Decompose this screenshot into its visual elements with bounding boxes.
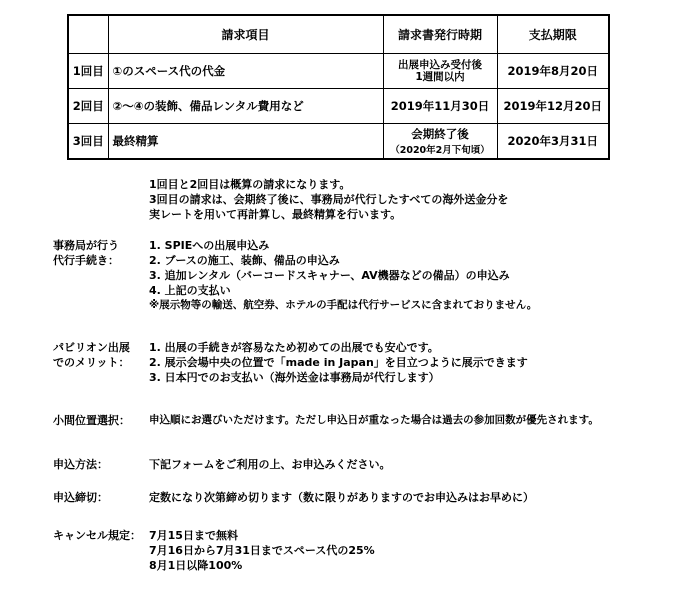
pavilion-label: パビリオン出展 xyxy=(53,341,130,354)
pavilion-item: 2. 展示会場中央の位置で「made in Japan」を目立つように展示できます xyxy=(149,356,528,369)
agency-label: 代行手続き： xyxy=(53,254,119,267)
payment-due: 2020年3月31日 xyxy=(497,124,609,160)
agency-note: ※展示物等の輸送、航空券、ホテルの手配は代行サービスに含まれておりません。 xyxy=(149,299,538,311)
agency-item: 4. 上記の支払い xyxy=(149,284,231,297)
cancel-item: 7月16日から7月31日までスペース代の25% xyxy=(149,544,375,557)
billing-note: 1回目と2回目は概算の請求になります。 xyxy=(149,178,351,191)
deadline-label: 申込締切： xyxy=(53,491,108,504)
issue-timing xyxy=(383,124,497,160)
issue-timing xyxy=(383,54,497,89)
method-text: 下記フォームをご利用の上、お申込みください。 xyxy=(149,458,391,471)
installment-number: 1回目 xyxy=(68,54,108,89)
booth-text: 申込順にお選びいただけます。ただし申込日が重なった場合は過去の参加回数が優先されます。 xyxy=(149,414,599,426)
billing-item: ②～④の装飾、備品レンタル費用など xyxy=(108,89,383,124)
agency-item: 2. ブースの施工、装飾、備品の申込み xyxy=(149,254,340,267)
installment-number: 3回目 xyxy=(68,124,108,160)
issue-timing-line: （2020年2月下旬頃） xyxy=(390,145,490,156)
table-row xyxy=(68,124,609,160)
method-label: 申込方法： xyxy=(53,458,108,471)
payment-due: 2019年8月20日 xyxy=(497,54,609,89)
issue-timing-line: 出展申込み受付後 xyxy=(398,59,482,71)
cancel-label: キャンセル規定： xyxy=(53,529,141,542)
cancel-item: 7月15日まで無料 xyxy=(149,529,238,542)
issue-timing-line: 1週間以内 xyxy=(415,71,465,83)
payment-due: 2019年12月20日 xyxy=(497,89,609,124)
issue-timing-line: 会期終了後 xyxy=(411,127,469,141)
cancel-item: 8月1日以降100% xyxy=(149,559,243,572)
billing-note: 3回目の請求は、会期終了後に、事務局が代行したすべての海外送金分を xyxy=(149,193,509,206)
pavilion-item: 3. 日本円でのお支払い（海外送金は事務局が代行します） xyxy=(149,371,440,384)
header-cell: 支払期限 xyxy=(497,15,609,54)
billing-item: 最終精算 xyxy=(108,124,383,160)
billing-item: ①のスペース代の代金 xyxy=(108,54,383,89)
deadline-text: 定数になり次第締め切ります（数に限りがありますのでお申込みはお早めに） xyxy=(149,491,534,504)
table-header-row xyxy=(68,15,609,54)
header-cell: 請求書発行時期 xyxy=(383,15,497,54)
billing-schedule-table xyxy=(67,14,610,160)
pavilion-item: 1. 出展の手続きが容易なため初めての出展でも安心です。 xyxy=(149,341,439,354)
header-cell: 請求項目 xyxy=(108,15,383,54)
issue-timing-line: 2019年11月30日 xyxy=(390,99,490,113)
table-row xyxy=(68,54,609,89)
agency-label: 事務局が行う xyxy=(53,239,119,252)
header-cell xyxy=(68,15,108,54)
agency-item: 3. 追加レンタル（バーコードスキャナー、AV機器などの備品）の申込み xyxy=(149,269,510,282)
pavilion-label: でのメリット： xyxy=(53,356,130,369)
table-row xyxy=(68,89,609,124)
booth-label: 小間位置選択： xyxy=(53,414,130,427)
agency-item: 1. SPIEへの出展申込み xyxy=(149,239,270,252)
billing-note: 実レートを用いて再計算し、最終精算を行います。 xyxy=(149,208,402,221)
issue-timing xyxy=(383,89,497,124)
installment-number: 2回目 xyxy=(68,89,108,124)
